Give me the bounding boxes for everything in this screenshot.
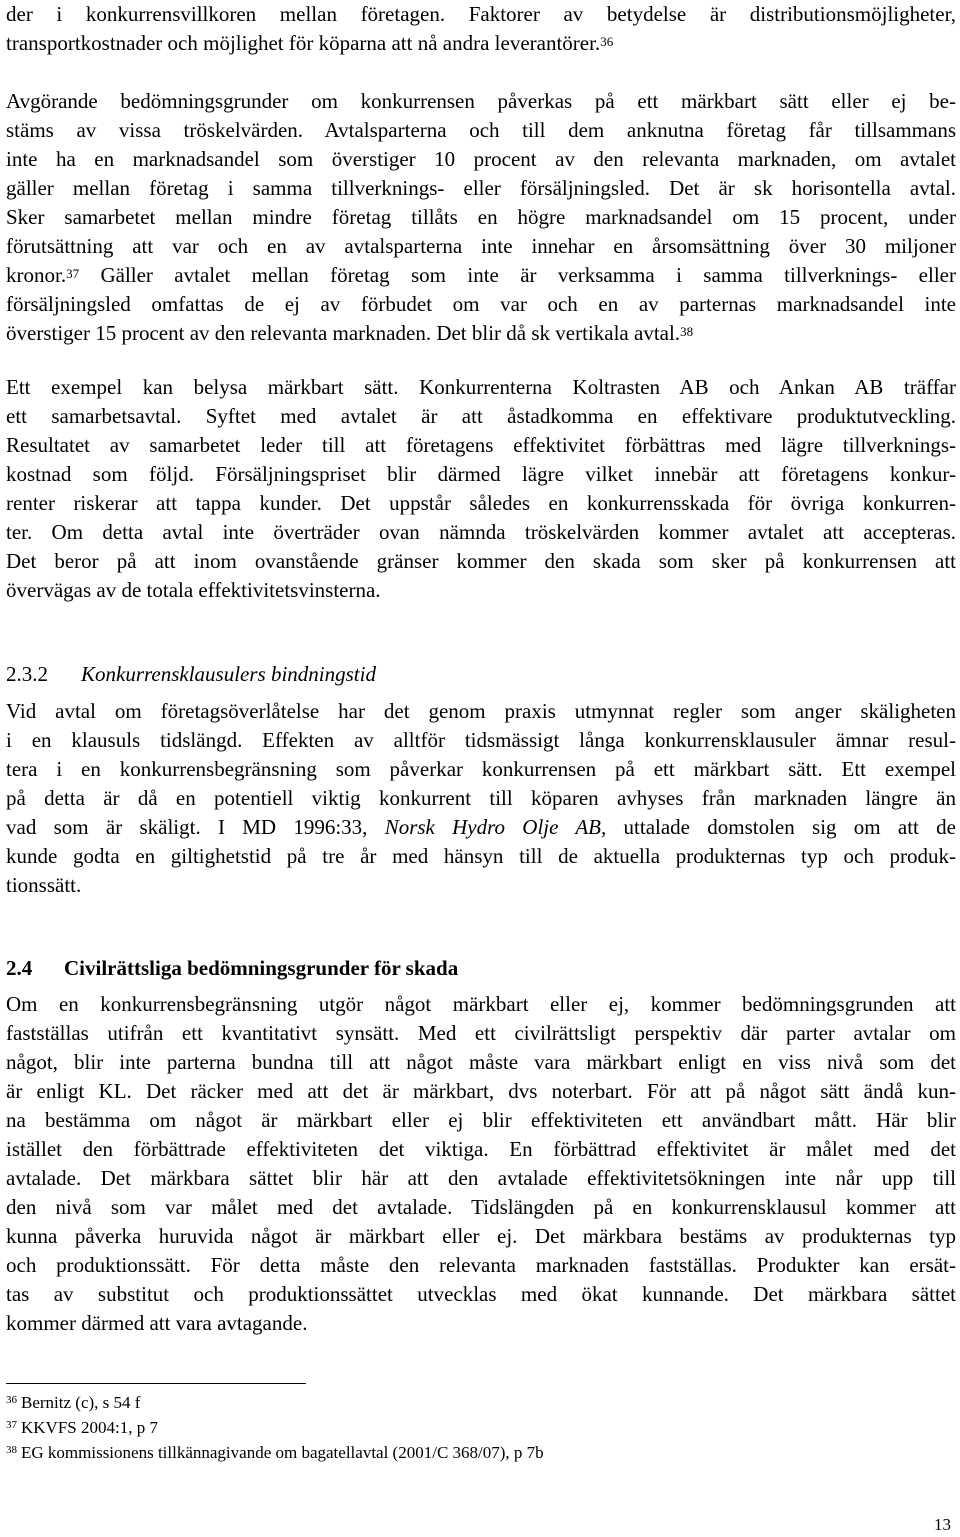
paragraph-line: Vid avtal om företagsöverlåtelse har det genom praxis utmynnat regler som anger skäligheten — [6, 699, 956, 723]
paragraph-line: na bestämma om något är märkbart eller ej blir effektiviteten ett användbart mått. Här blir — [6, 1108, 956, 1132]
section-heading — [6, 660, 376, 689]
section-title: Konkurrensklausulers bindningstid — [81, 662, 376, 686]
case-name: Norsk Hydro Olje AB, — [384, 815, 607, 839]
paragraph-line: något, blir inte parterna bundna till att något måste vara märkbart enligt en viss nivå som det — [6, 1050, 956, 1074]
paragraph-line: och produktionssätt. För detta måste den relevanta marknaden fastställas. Produkter kan ersät- — [6, 1253, 956, 1277]
paragraph-line: istället den förbättrade effektiviteten det viktiga. En förbättrad effektivitet är målet med det — [6, 1137, 956, 1161]
footnote-text: KKVFS 2004:1, p 7 — [21, 1418, 158, 1437]
paragraph-line: tionssätt. — [6, 873, 82, 897]
paragraph-text: kronor. — [6, 263, 67, 287]
footnote — [6, 1392, 140, 1414]
paragraph-line: Avgörande bedömningsgrunder om konkurrensen påverkas på ett märkbart sätt eller ej be- — [6, 89, 956, 113]
paragraph-line: den nivå som var målet med det avtalade. Tidslängden på en konkurrensklausul kommer att — [6, 1195, 956, 1219]
footnote-ref[interactable]: 37 — [66, 266, 80, 281]
paragraph-text: transportkostnader och möjlighet för köparna att nå andra leverantörer. — [6, 31, 601, 55]
paragraph-text: överstiger 15 procent av den relevanta marknaden. Det blir då sk vertikala avtal. — [6, 321, 681, 345]
paragraph-line: kostnad som följd. Försäljningspriset blir därmed lägre vilket innebär att företagens konkur- — [6, 462, 956, 486]
paragraph-line: avtalade. Det märkbara sättet blir här att den avtalade effektivitetsökningen inte når upp till — [6, 1166, 956, 1190]
paragraph-line: tas av substitut och produktionssättet utvecklas med ökat kunnande. Det märkbara sättet — [6, 1282, 956, 1306]
paragraph-line: kunna påverka huruvida något är märkbart eller ej. Det märkbara bestäms av produkternas typ — [6, 1224, 956, 1248]
paragraph-line: försäljningsled omfattas de ej av förbudet om var och en av parternas marknadsandel inte — [6, 292, 956, 316]
footnote-number: 36 — [6, 1394, 17, 1406]
footnote-number: 38 — [6, 1444, 17, 1456]
footnote-divider — [6, 1383, 306, 1384]
footnote — [6, 1417, 158, 1439]
section-number: 2.4 — [6, 956, 33, 980]
footnote-number: 37 — [6, 1419, 17, 1431]
paragraph-line: der i konkurrensvillkoren mellan företagen. Faktorer av betydelse är distributionsmöjligheter, — [6, 2, 956, 26]
paragraph-line — [6, 319, 956, 348]
footnote — [6, 1442, 544, 1464]
paragraph-line — [6, 261, 956, 290]
paragraph-line: kommer därmed att vara avtagande. — [6, 1311, 308, 1335]
paragraph-line: kunde godta en giltighetstid på tre år med hänsyn till de aktuella produkternas typ och produk- — [6, 844, 956, 868]
section-heading — [6, 954, 458, 983]
footnote-ref[interactable]: 36 — [600, 34, 614, 49]
paragraph-line — [6, 813, 956, 842]
paragraph-line: stäms av vissa tröskelvärden. Avtalsparterna och till dem anknutna företag får tillsammans — [6, 118, 956, 142]
paragraph-line: på detta är då en potentiell viktig konkurrent till köparen avhyses från marknaden längre än — [6, 786, 956, 810]
paragraph-line: inte ha en marknadsandel som överstiger 10 procent av den relevanta marknaden, om avtalet — [6, 147, 956, 171]
footnote-ref[interactable]: 38 — [680, 324, 694, 339]
paragraph-line: tera i en konkurrensbegränsning som påverkar konkurrensen på ett märkbart sätt. Ett exempel — [6, 757, 956, 781]
page-number: 13 — [934, 1515, 951, 1534]
paragraph-line: Resultatet av samarbetet leder till att företagens effektivitet förbättras med lägre tillverknings- — [6, 433, 956, 457]
paragraph-line: övervägas av de totala effektivitetsvinsterna. — [6, 578, 381, 602]
paragraph-text: vad som är skäligt. I MD 1996:33, — [6, 815, 385, 839]
paragraph-line: i en klausuls tidslängd. Effekten av alltför tidsmässigt långa konkurrensklausuler ämnar resul- — [6, 728, 956, 752]
footnote-text: EG kommissionens tillkännagivande om bagatellavtal (2001/C 368/07), p 7b — [21, 1443, 544, 1462]
paragraph-text: uttalade domstolen sig om att de — [606, 815, 956, 839]
section-title: Civilrättsliga bedömningsgrunder för skada — [64, 956, 459, 980]
paragraph-line: ter. Om detta avtal inte överträder ovan nämnda tröskelvärden kommer avtalet att accepteras. — [6, 520, 956, 544]
paragraph-line: förutsättning att var och en av avtalsparterna inte innehar en årsomsättning över 30 miljoner — [6, 234, 956, 258]
section-number: 2.3.2 — [6, 662, 48, 686]
paragraph-line: renter riskerar att tappa kunder. Det uppstår således en konkurrensskada för övriga konkurren- — [6, 491, 956, 515]
paragraph-line: Det beror på att inom ovanstående gränser kommer den skada som sker på konkurrensen att — [6, 549, 956, 573]
paragraph-line: Sker samarbetet mellan mindre företag tillåts en högre marknadsandel om 15 procent, under — [6, 205, 956, 229]
paragraph-line: ett samarbetsavtal. Syftet med avtalet är att åstadkomma en effektivare produktutveckling. — [6, 404, 956, 428]
paragraph-text: Gäller avtalet mellan företag som inte är verksamma i samma tillverknings- eller — [79, 263, 956, 287]
paragraph-line: Om en konkurrensbegränsning utgör något märkbart eller ej, kommer bedömningsgrunden att — [6, 992, 956, 1016]
paragraph-line — [6, 29, 956, 58]
footnote-text: Bernitz (c), s 54 f — [21, 1393, 141, 1412]
paragraph-line: gäller mellan företag i samma tillverknings- eller försäljningsled. Det är sk horisontella avtal. — [6, 176, 956, 200]
paragraph-line: fastställas utifrån ett kvantitativt synsätt. Med ett civilrättsligt perspektiv där parter avtalar om — [6, 1021, 956, 1045]
paragraph-line: är enligt KL. Det räcker med att det är märkbart, dvs noterbart. För att på något sätt ändå kun- — [6, 1079, 956, 1103]
paragraph-line: Ett exempel kan belysa märkbart sätt. Konkurrenterna Koltrasten AB och Ankan AB träffar — [6, 375, 956, 399]
